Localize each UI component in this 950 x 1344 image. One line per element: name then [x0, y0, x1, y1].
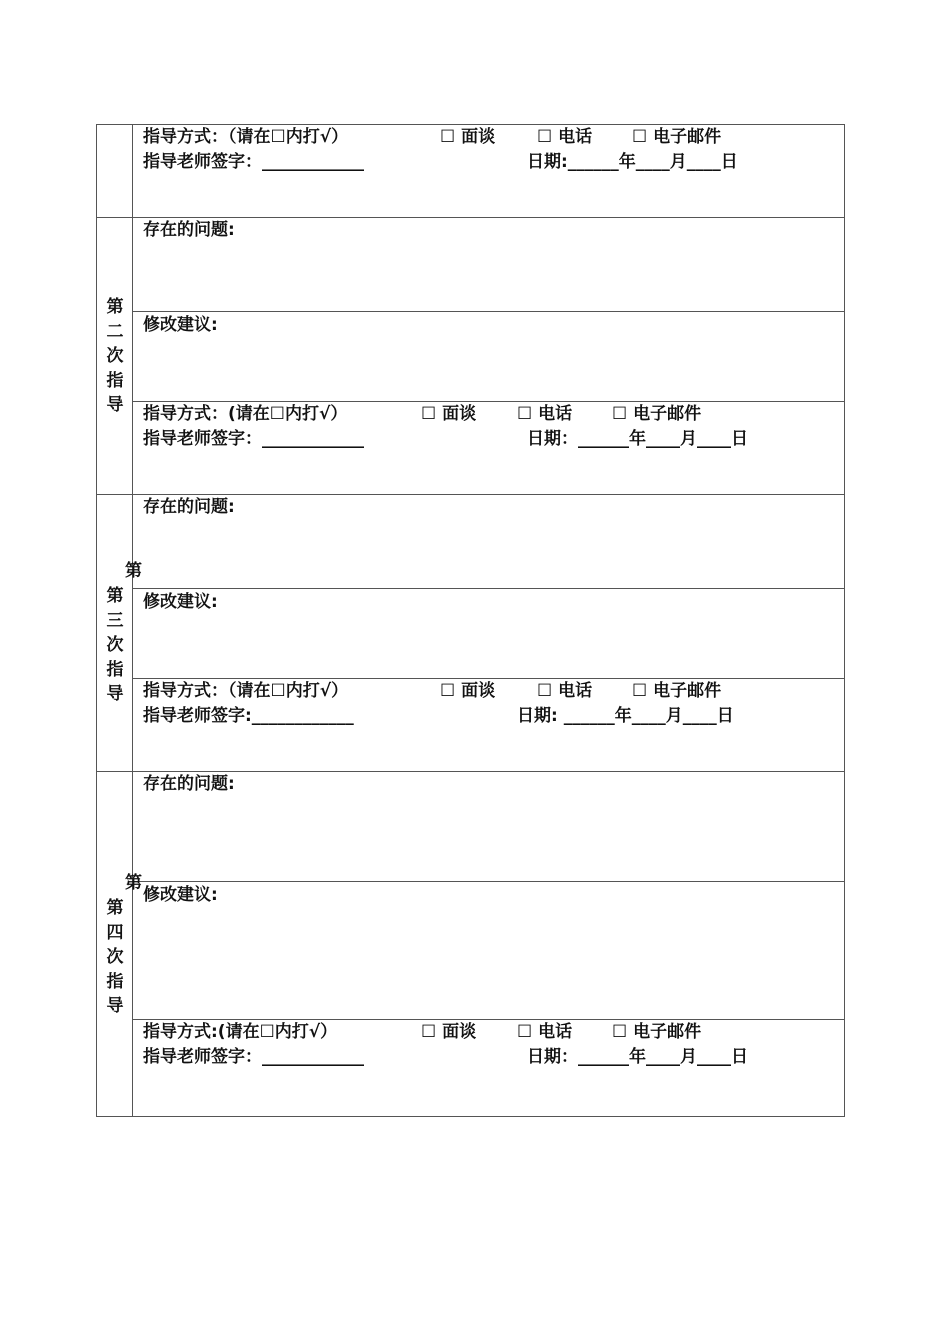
- guidance-method-label: 指导方式:(请在☐内打√）: [143, 1022, 338, 1042]
- row-divider: [132, 881, 845, 882]
- option-face-to-face[interactable]: ☐ 面谈: [421, 404, 477, 424]
- guidance-method-label: 指导方式：（请在☐内打√）: [143, 681, 349, 701]
- section-divider-1: [96, 217, 845, 218]
- row-divider: [132, 401, 845, 402]
- option-face-to-face[interactable]: ☐ 面谈: [421, 1022, 477, 1042]
- problems-label: 存在的问题:: [143, 497, 235, 517]
- option-face-to-face[interactable]: ☐ 面谈: [440, 681, 496, 701]
- suggestions-label: 修改建议:: [143, 315, 218, 335]
- label-column-divider: [132, 124, 133, 1117]
- date-field[interactable]: 日期: ______年____月____日: [517, 706, 734, 726]
- option-phone[interactable]: ☐ 电话: [517, 404, 573, 424]
- section-label-extra-char: 第: [125, 561, 142, 581]
- row-divider: [132, 678, 845, 679]
- section-divider-2: [96, 494, 845, 495]
- option-email[interactable]: ☐ 电子邮件: [632, 127, 722, 147]
- problems-label: 存在的问题:: [143, 774, 235, 794]
- option-phone[interactable]: ☐ 电话: [517, 1022, 573, 1042]
- problems-label: 存在的问题:: [143, 220, 235, 240]
- option-phone[interactable]: ☐ 电话: [537, 127, 593, 147]
- teacher-signature-field[interactable]: 指导老师签字：____________: [143, 1047, 364, 1067]
- row-divider: [132, 1019, 845, 1020]
- option-email[interactable]: ☐ 电子邮件: [612, 1022, 702, 1042]
- suggestions-label: 修改建议:: [143, 885, 218, 905]
- teacher-signature-field[interactable]: 指导老师签字：____________: [143, 429, 364, 449]
- option-face-to-face[interactable]: ☐ 面谈: [440, 127, 496, 147]
- teacher-signature-field[interactable]: 指导老师签字:____________: [143, 706, 354, 726]
- section-label-fourth-guidance: 第 四 次 指 导: [106, 898, 124, 1016]
- date-field[interactable]: 日期：______年____月____日: [527, 429, 748, 449]
- section-label-second-guidance: 第 二 次 指 导: [106, 297, 124, 415]
- guidance-form-table: [96, 124, 845, 1117]
- option-email[interactable]: ☐ 电子邮件: [632, 681, 722, 701]
- row-divider: [132, 588, 845, 589]
- option-phone[interactable]: ☐ 电话: [537, 681, 593, 701]
- date-field[interactable]: 日期：______年____月____日: [527, 1047, 748, 1067]
- teacher-signature-field[interactable]: 指导老师签字：____________: [143, 152, 364, 172]
- row-divider: [132, 311, 845, 312]
- suggestions-label: 修改建议:: [143, 592, 218, 612]
- guidance-method-label: 指导方式：（请在☐内打√）: [143, 127, 349, 147]
- option-email[interactable]: ☐ 电子邮件: [612, 404, 702, 424]
- guidance-method-label: 指导方式：(请在☐内打√）: [143, 404, 348, 424]
- section-label-extra-char: 第: [125, 873, 142, 893]
- date-field[interactable]: 日期:______年____月____日: [527, 152, 738, 172]
- section-divider-3: [96, 771, 845, 772]
- section-label-third-guidance: 第 三 次 指 导: [106, 586, 124, 704]
